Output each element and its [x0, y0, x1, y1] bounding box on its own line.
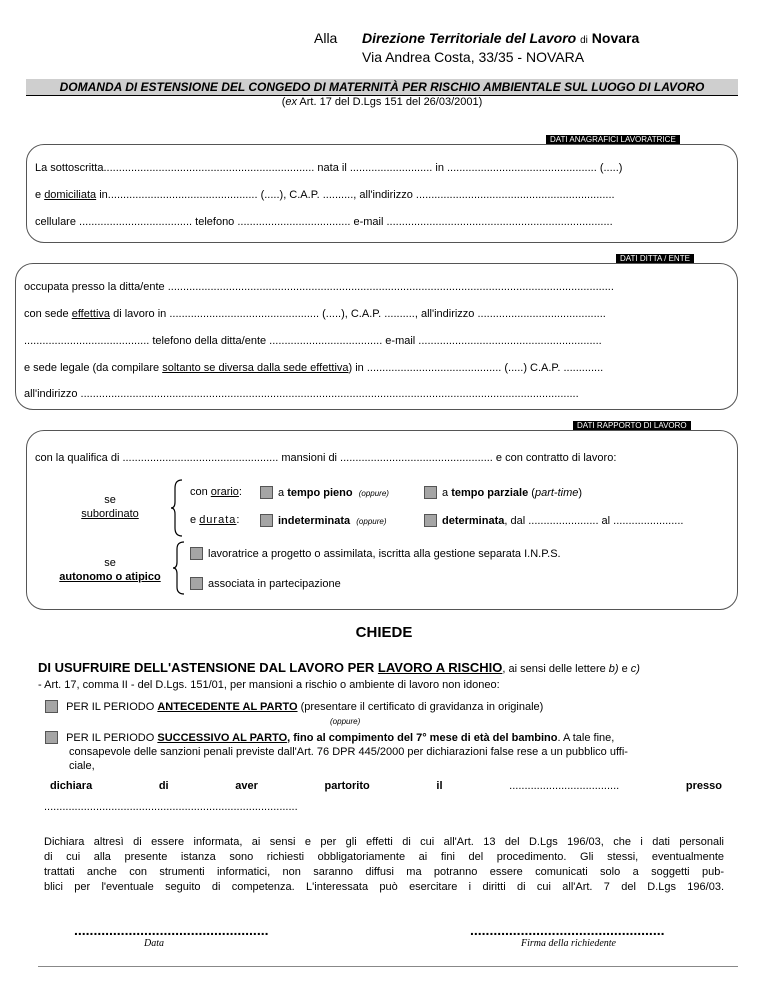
privacy-statement: Dichiara altresì di essere informata, ai sensi e per gli effetti di cui all'Art. 13 del D.Lgs 196/03, che i dati personali di cui alla presente istanza sono richiesti obbligatoriamente ai fini del procedimento. Gli stessi, eventualmente trattati anche con strumenti informatici, non saranno diffusi ma potranno essere comunicati solo a soggetti pub- blici per l'eventuale seguito di competenza. L'interessata può esercitare i diritti di cui all'Art. 7 del D.Lgs 196/03. [44, 836, 724, 893]
field-line-name[interactable]: La sottoscritta..................................................................... nata il ........................... in ................................................. (.....) [35, 162, 623, 174]
office-name: Direzione Territoriale del Lavoro [362, 30, 577, 46]
dichiara-presso-field[interactable]: ................................................................................... [44, 801, 298, 813]
firma-signature-line[interactable]: .................................................. [470, 922, 665, 938]
section-ditta [15, 263, 738, 410]
usufruire-line-2: - Art. 17, comma II - del D.Lgs. 151/01, per mansioni a rischio o ambiente di lavoro non idoneo: [38, 679, 500, 691]
date-signature-line[interactable]: .................................................. [74, 922, 269, 938]
section-anagrafici [26, 144, 738, 243]
oppure-between-options: (oppure) [330, 717, 361, 726]
option-successivo[interactable]: PER IL PERIODO SUCCESSIVO AL PARTO, fino al compimento del 7° mese di età del bambino. A tale fine, [45, 731, 614, 744]
effettiva-word: effettiva [71, 308, 111, 320]
form-subtitle: (ex Art. 17 del D.Lgs 151 del 26/03/2001) [281, 96, 483, 108]
oppure-note: (oppure) [358, 489, 389, 498]
successivo-line-3: ciale, [69, 760, 95, 772]
alla-label: Alla [314, 30, 338, 46]
indeterminata-checkbox[interactable] [260, 514, 273, 527]
subtitle-ex: ex [285, 96, 297, 108]
durata-row: e durata: [190, 514, 240, 526]
orario-word: orario [210, 486, 239, 498]
option-progetto[interactable]: lavoratrice a progetto o assimilata, iscritta alla gestione separata I.N.P.S. [190, 547, 561, 560]
street-address: Via Andrea Costa, 33/35 - NOVARA [362, 49, 585, 65]
successivo-line-2: consapevole delle sanzioni penali previste dall'Art. 76 DPR 445/2000 per dichiarazioni false rese a un pubblico uffi- [69, 746, 628, 758]
field-line-employer-contacts[interactable]: ......................................... telefono della ditta/ente ..................................... e-mail ............................................................ [24, 335, 602, 347]
dichiara-line[interactable]: dichiara di aver partorito il .................................... presso [50, 780, 722, 792]
durata-word: durata [199, 514, 237, 526]
tempo-pieno-checkbox[interactable] [260, 486, 273, 499]
field-line-work-seat[interactable]: con sede effettiva di lavoro in ................................................. (.....), C.A.P. .........., all'indirizzo .......................................... [24, 308, 606, 320]
determinata-checkbox[interactable] [424, 514, 437, 527]
firma-caption: Firma della richiedente [521, 938, 616, 949]
antecedente-checkbox[interactable] [45, 700, 58, 713]
subordinato-label: se subordinato [81, 494, 139, 520]
recipient-address [314, 30, 639, 66]
associata-checkbox[interactable] [190, 577, 203, 590]
field-line-employer[interactable]: occupata presso la ditta/ente .................................................................................................................................................. [24, 281, 614, 293]
option-indeterminata[interactable]: indeterminata (oppure) [260, 514, 387, 527]
option-tempo-pieno[interactable]: a tempo pieno (oppure) [260, 486, 389, 499]
autonomo-brace-icon [172, 540, 186, 596]
subtitle-rest: Art. 17 del D.Lgs 151 del 26/03/2001) [296, 96, 483, 108]
domiciliata-word: domiciliata [44, 189, 97, 201]
field-line-contacts[interactable]: cellulare ..................................... telefono ..................................... e-mail .......................................................................... [35, 216, 613, 228]
oppure-note: (oppure) [356, 517, 387, 526]
option-tempo-parziale[interactable]: a tempo parziale (part-time) [424, 486, 582, 499]
city-name: Novara [591, 30, 640, 46]
section-tag-ditta: DATI DITTA / ENTE [616, 254, 694, 264]
section-tag-rapporto: DATI RAPPORTO DI LAVORO [573, 421, 691, 431]
progetto-checkbox[interactable] [190, 547, 203, 560]
autonomo-label: se autonomo o atipico [59, 557, 161, 583]
di-word: di [580, 35, 588, 46]
lavoro-a-rischio: LAVORO A RISCHIO [377, 660, 503, 675]
field-line-legal-address[interactable]: all'indirizzo ................................................................................................................................................................... [24, 388, 579, 400]
option-associata[interactable]: associata in partecipazione [190, 577, 341, 590]
section-tag-anagrafici: DATI ANAGRAFICI LAVORATRICE [546, 135, 680, 145]
field-line-domicile[interactable]: e domiciliata in................................................. (.....), C.A.P. .........., all'indirizzo ................................................................. [35, 189, 615, 201]
chiede-heading: CHIEDE [355, 624, 413, 641]
form-title: DOMANDA DI ESTENSIONE DEL CONGEDO DI MATERNITÀ PER RISCHIO AMBIENTALE SUL LUOGO DI LAVORO [26, 79, 738, 96]
tempo-parziale-checkbox[interactable] [424, 486, 437, 499]
orario-row: con orario: [190, 486, 242, 498]
bottom-divider [38, 966, 738, 967]
successivo-checkbox[interactable] [45, 731, 58, 744]
field-line-legal-seat[interactable]: e sede legale (da compilare soltanto se diversa dalla sede effettiva) in ............................................ (.....) C.A.P. ............. [24, 362, 604, 374]
option-antecedente[interactable]: PER IL PERIODO ANTECEDENTE AL PARTO (presentare il certificato di gravidanza in originale) [45, 700, 543, 713]
option-determinata[interactable]: determinata, dal ....................... al ....................... [424, 514, 683, 527]
usufruire-line: DI USUFRUIRE DELL'ASTENSIONE DAL LAVORO PER LAVORO A RISCHIO, ai sensi delle lettere b) e c) [38, 660, 640, 675]
field-line-qualifica[interactable]: con la qualifica di ................................................... mansioni di .................................................. e con contratto di lavoro: [35, 452, 617, 464]
subordinato-brace-icon [170, 478, 184, 538]
legal-seat-note: soltanto se diversa dalla sede effettiva [162, 362, 349, 374]
date-caption: Data [144, 938, 164, 949]
